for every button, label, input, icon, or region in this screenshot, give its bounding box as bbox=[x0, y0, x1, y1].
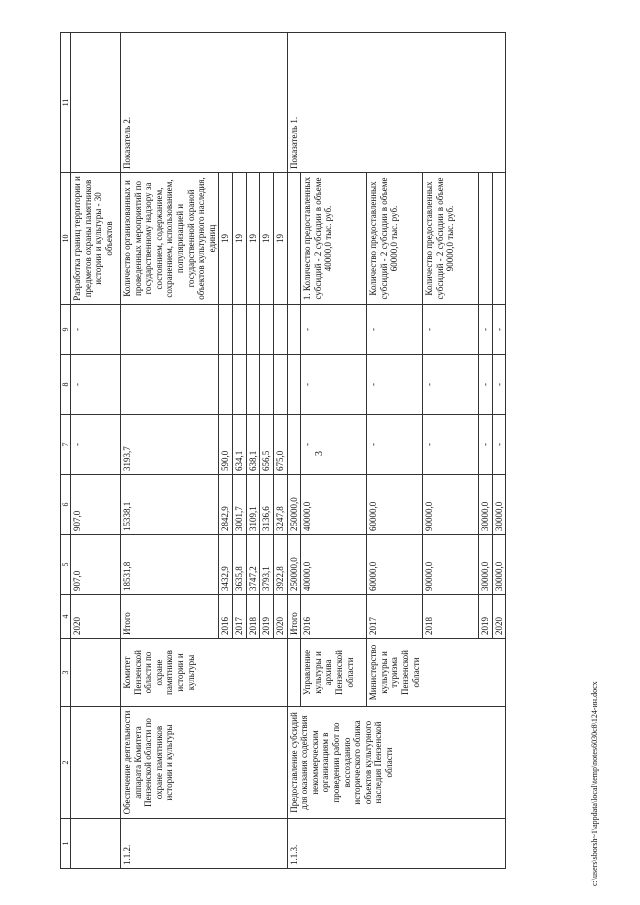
result-cell: 19 bbox=[219, 173, 233, 305]
value-cell: 3193,7 bbox=[121, 415, 219, 475]
value-cell: 18531,8 bbox=[121, 535, 219, 595]
total-label: Итого bbox=[287, 595, 301, 639]
value-cell: 3635,8 bbox=[233, 535, 247, 595]
value-cell: - bbox=[423, 355, 479, 415]
value-cell: 15338,1 bbox=[121, 475, 219, 535]
value-cell: - bbox=[423, 415, 479, 475]
year-cell: 2017 bbox=[233, 595, 247, 639]
value-cell: 30000,0 bbox=[492, 535, 506, 595]
value-cell: 30000,0 bbox=[479, 535, 493, 595]
result-cell: Количество предоставленных субсидий - 2 субсидии в объеме 60000,0 тыс. руб. bbox=[367, 173, 423, 305]
rotated-table-page bbox=[60, 33, 580, 869]
header-cell: 7 bbox=[61, 415, 71, 475]
year-cell: 2020 bbox=[492, 595, 506, 639]
value-cell: - bbox=[492, 355, 506, 415]
value-cell: - bbox=[367, 415, 423, 475]
year-cell: 2017 bbox=[367, 595, 423, 639]
page-number: 3 bbox=[314, 451, 325, 456]
value-cell: 250000,0 bbox=[287, 535, 301, 595]
table-row bbox=[71, 33, 121, 869]
value-cell: 3001,7 bbox=[233, 475, 247, 535]
year-cell: 2019 bbox=[260, 595, 274, 639]
header-cell: 10 bbox=[61, 173, 71, 305]
value-cell: 3109,1 bbox=[246, 475, 260, 535]
total-label: Итого bbox=[121, 595, 219, 639]
year-cell: 2018 bbox=[423, 595, 479, 639]
value-cell: 638,1 bbox=[246, 415, 260, 475]
header-cell: 1 bbox=[61, 819, 71, 869]
value-cell: 60000,0 bbox=[367, 535, 423, 595]
header-cell: 6 bbox=[61, 475, 71, 535]
executor: Управление культуры и архива Пензенской области bbox=[301, 639, 367, 707]
value-cell: 634,1 bbox=[233, 415, 247, 475]
value-cell: - bbox=[301, 305, 367, 355]
result-cell: 19 bbox=[246, 173, 260, 305]
result-cell: 1. Количество предоставленных субсидий - 2 субсидии в объеме 40000,0 тыс. руб. bbox=[301, 173, 367, 305]
footer-file-path: c:\users\sborsh~1\appdata\local\temp\notes6030c8\124-ин.docx bbox=[590, 681, 599, 886]
result-cell: 19 bbox=[233, 173, 247, 305]
value-cell: 2842,9 bbox=[219, 475, 233, 535]
year-cell: 2016 bbox=[219, 595, 233, 639]
value-cell: - bbox=[71, 355, 121, 415]
header-cell: 8 bbox=[61, 355, 71, 415]
header-cell: 5 bbox=[61, 535, 71, 595]
value-cell: 90000,0 bbox=[423, 475, 479, 535]
header-cell: 9 bbox=[61, 305, 71, 355]
value-cell: 30000,0 bbox=[479, 475, 493, 535]
year-cell: 2020 bbox=[71, 595, 121, 639]
value-cell: - bbox=[71, 415, 121, 475]
value-cell: 590,0 bbox=[219, 415, 233, 475]
year-cell: 2019 bbox=[479, 595, 493, 639]
header-cell: 4 bbox=[61, 595, 71, 639]
value-cell: 3793,1 bbox=[260, 535, 274, 595]
value-cell: - bbox=[301, 355, 367, 415]
value-cell: - bbox=[71, 305, 121, 355]
year-cell: 2016 bbox=[301, 595, 367, 639]
value-cell: - bbox=[301, 415, 367, 475]
item-name: Предоставление субсидий для оказания содействия некоммерческим организациям в проведении работ по воссозданию исторического облика объектов культурного наследия Пензенской области bbox=[287, 707, 506, 819]
table-row bbox=[287, 33, 301, 869]
value-cell: 3136,6 bbox=[260, 475, 274, 535]
item-number: 1.1.3. bbox=[287, 819, 506, 869]
item-name: Обеспечение деятельности аппарата Комитета Пензенской области по охране памятников истории и культуры bbox=[121, 707, 288, 819]
value-cell: 3747,2 bbox=[246, 535, 260, 595]
result-cell: 19 bbox=[260, 173, 274, 305]
value-cell: 656,5 bbox=[260, 415, 274, 475]
value-cell: - bbox=[479, 415, 493, 475]
header-cell: 3 bbox=[61, 639, 71, 707]
value-cell: - bbox=[479, 305, 493, 355]
year-cell: 2020 bbox=[273, 595, 287, 639]
value-cell: 40000,0 bbox=[301, 475, 367, 535]
value-cell: - bbox=[479, 355, 493, 415]
program-table bbox=[60, 32, 506, 869]
value-cell: - bbox=[367, 305, 423, 355]
value-cell: - bbox=[492, 305, 506, 355]
value-cell: - bbox=[367, 355, 423, 415]
result-cell bbox=[492, 173, 506, 305]
header-cell: 2 bbox=[61, 707, 71, 819]
value-cell: 675,0 bbox=[273, 415, 287, 475]
year-cell: 2018 bbox=[246, 595, 260, 639]
header-cell: 11 bbox=[61, 33, 71, 173]
value-cell: 907,0 bbox=[71, 535, 121, 595]
result-cell: Количество организованных и проведенных мероприятий по государственному надзору за состоянием, содержанием, сохранением, использованием, популяризацией и государственной охраной объектов культурного наследия, единиц bbox=[121, 173, 219, 305]
value-cell: 907,0 bbox=[71, 475, 121, 535]
value-cell: 250000,0 bbox=[287, 475, 301, 535]
result-cell bbox=[479, 173, 493, 305]
header-row bbox=[61, 33, 71, 869]
indicator-cell: Показатель 2. bbox=[121, 33, 288, 173]
result-cell: 19 bbox=[273, 173, 287, 305]
value-cell: 3247,8 bbox=[273, 475, 287, 535]
value-cell: 3922,8 bbox=[273, 535, 287, 595]
value-cell: - bbox=[423, 305, 479, 355]
indicator-cell: Показатель 1. bbox=[287, 33, 506, 173]
table-row bbox=[121, 33, 219, 869]
value-cell: 40000,0 bbox=[301, 535, 367, 595]
result-cell: Разработка границ территории и предметов охраны памятников истории и культуры - 30 объектов bbox=[71, 173, 121, 305]
value-cell: 3432,9 bbox=[219, 535, 233, 595]
value-cell: 90000,0 bbox=[423, 535, 479, 595]
result-cell: Количество предоставленных субсидий - 2 субсидии в объеме 90000,0 тыс. руб. bbox=[423, 173, 479, 305]
value-cell: - bbox=[492, 415, 506, 475]
executor: Комитет Пензенской области по охране памятников истории и культуры bbox=[121, 639, 288, 707]
value-cell: 60000,0 bbox=[367, 475, 423, 535]
item-number: 1.1.2. bbox=[121, 819, 288, 869]
value-cell: 30000,0 bbox=[492, 475, 506, 535]
executor: Министерство культуры и туризма Пензенской области bbox=[367, 639, 506, 707]
